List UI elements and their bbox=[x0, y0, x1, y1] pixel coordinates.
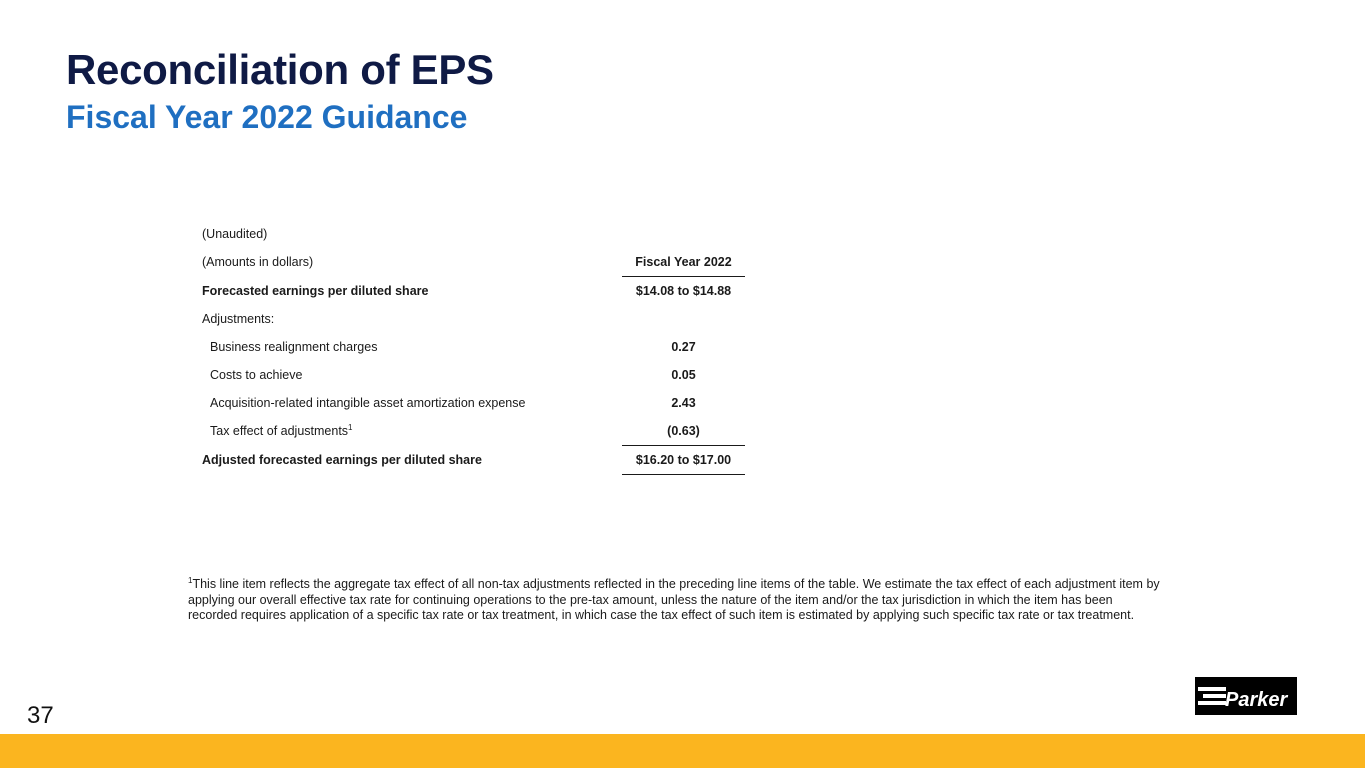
row-value: 0.27 bbox=[671, 340, 696, 354]
row-value: (0.63) bbox=[622, 417, 745, 446]
footnote-marker: 1 bbox=[348, 423, 353, 433]
row-label: Adjusted forecasted earnings per diluted share bbox=[202, 453, 482, 467]
table-header-row bbox=[196, 248, 745, 277]
table-row bbox=[196, 417, 745, 446]
column-header: Fiscal Year 2022 bbox=[622, 248, 745, 277]
row-label: Acquisition-related intangible asset amortization expense bbox=[210, 396, 526, 410]
footer-bar bbox=[0, 734, 1365, 768]
eps-reconciliation-table bbox=[196, 220, 745, 475]
table-row bbox=[196, 277, 745, 306]
footnote bbox=[188, 577, 1163, 624]
amounts-label: (Amounts in dollars) bbox=[202, 255, 314, 270]
row-value bbox=[622, 305, 745, 333]
row-label: Business realignment charges bbox=[210, 340, 378, 354]
table-row bbox=[196, 333, 745, 361]
row-label: Adjustments: bbox=[202, 312, 275, 326]
table-row bbox=[196, 389, 745, 417]
row-value: 0.05 bbox=[671, 368, 696, 382]
table-row bbox=[196, 305, 745, 333]
row-value: $14.08 to $14.88 bbox=[635, 284, 732, 298]
footnote-marker: 1 bbox=[188, 575, 193, 585]
row-value: 2.43 bbox=[671, 396, 696, 410]
logo-text: Parker bbox=[1225, 689, 1288, 711]
footnote-text: This line item reflects the aggregate tax effect of all non-tax adjustments reflected in the preceding line items of the table. We estimate the tax effect of each adjustment item by applying our overall effective tax rate for continuing operations to the pre-tax amount, unless the nature of the item and/or the tax jurisdiction in which the item has been recorded requires application of a specific tax rate or tax treatment, in which case the tax effect of such item is estimated by applying such specific tax rate or tax treatment. bbox=[188, 577, 1160, 622]
unaudited-label: (Unaudited) bbox=[202, 227, 268, 241]
page-number: 37 bbox=[27, 702, 54, 729]
table-row bbox=[196, 446, 745, 475]
row-label: Costs to achieve bbox=[210, 368, 303, 382]
row-value: $16.20 to $17.00 bbox=[622, 446, 745, 475]
page-title: Reconciliation of EPS bbox=[66, 46, 494, 93]
row-label-with-footnote bbox=[196, 417, 610, 446]
table-row bbox=[196, 220, 745, 248]
parker-logo bbox=[1195, 677, 1297, 715]
page-subtitle: Fiscal Year 2022 Guidance bbox=[66, 99, 468, 135]
row-label: Tax effect of adjustments bbox=[210, 424, 349, 439]
table-row bbox=[196, 361, 745, 389]
row-label: Forecasted earnings per diluted share bbox=[202, 283, 429, 298]
